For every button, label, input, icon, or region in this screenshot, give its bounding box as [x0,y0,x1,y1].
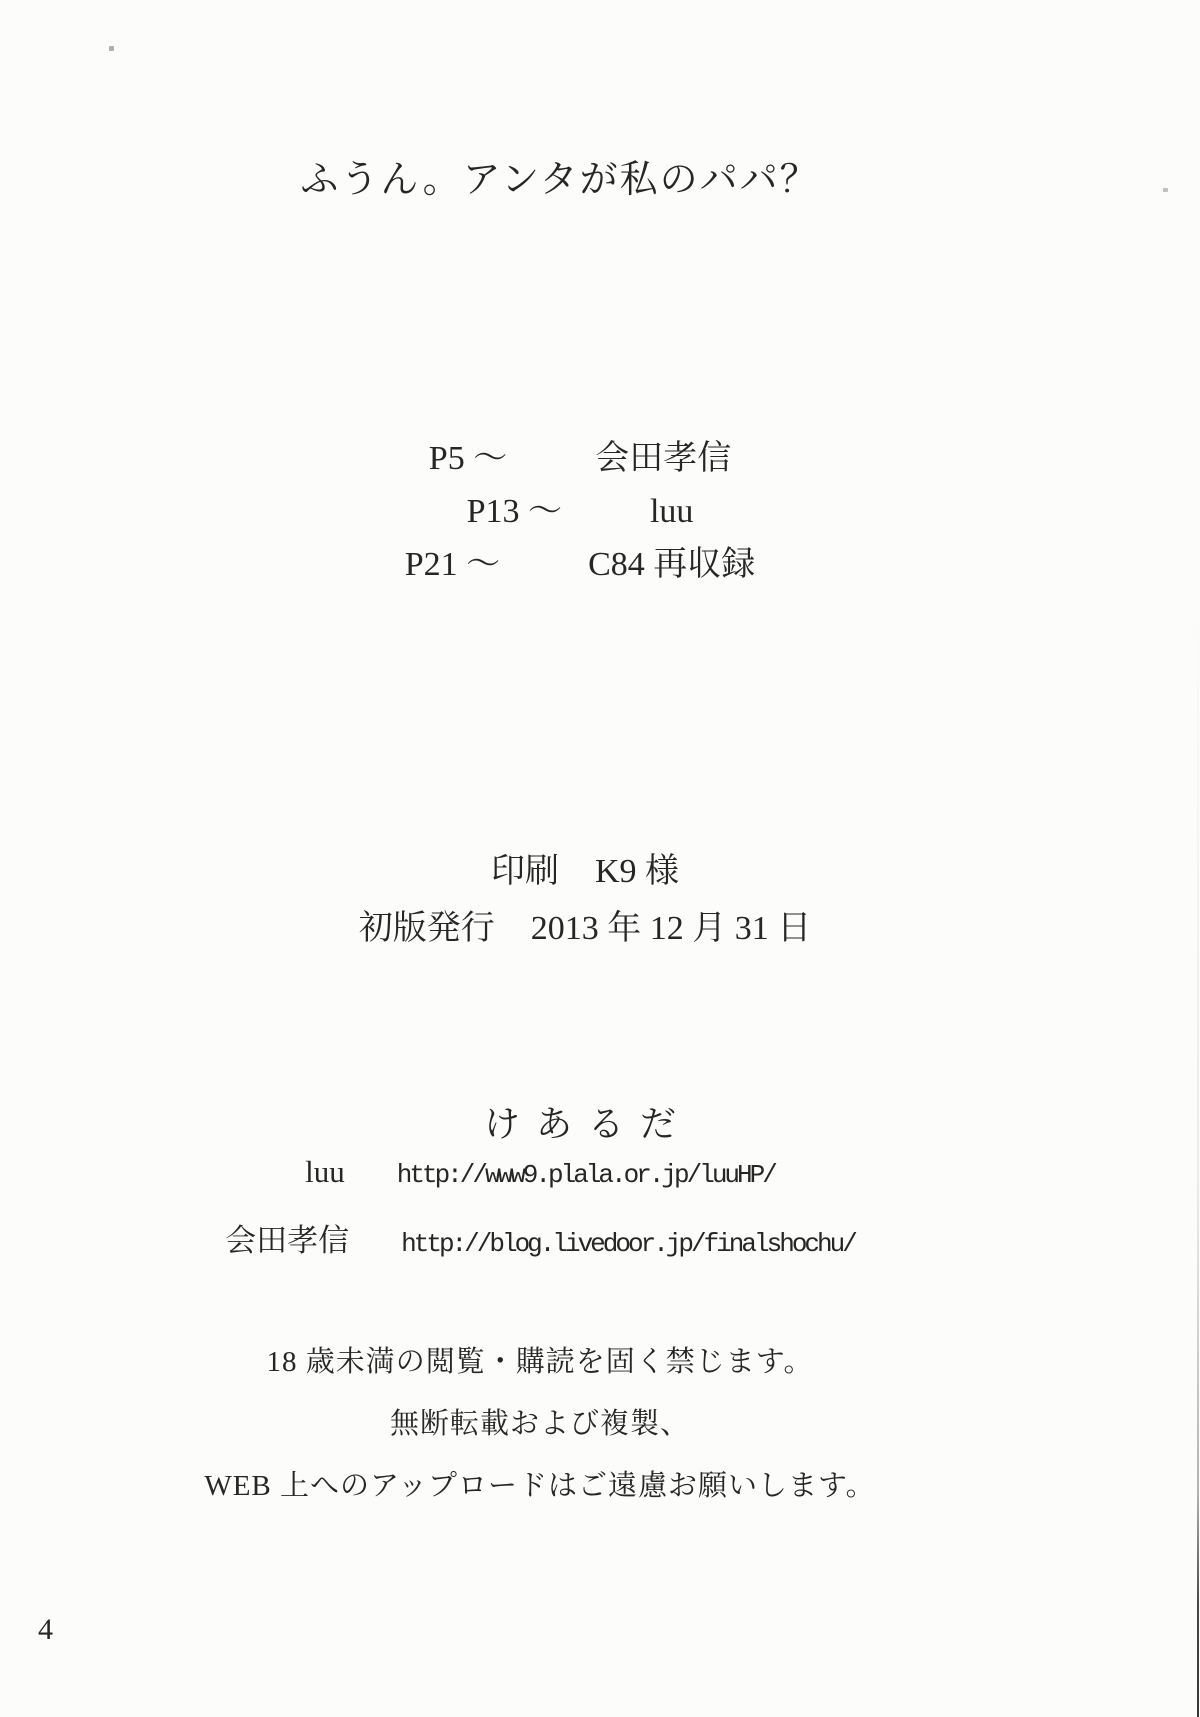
scan-speck [1163,188,1168,192]
contents-credit: 会田孝信 [595,440,732,477]
edition-row [0,900,1170,957]
scan-edge-artifact [1197,600,1199,1717]
printer-label: 印刷 [490,853,559,890]
publication-info [0,843,1170,957]
contents-row [0,536,1160,589]
book-title: ふうん。アンタが私のパパ？ [300,159,820,201]
contents-credit: C84 再収録 [588,546,756,583]
circle-name: けあるだ [483,1104,692,1144]
page-number: 4 [38,1613,53,1646]
edition-label: 初版発行 [358,910,495,947]
legal-notice [0,1328,1080,1514]
link-url: http://blog.livedoor.jp/finalshochu/ [401,1229,855,1259]
link-row [0,1215,1080,1276]
contents-row [0,483,1160,536]
edition-date: 2013 年 12 月 31 日 [530,910,812,947]
link-row [0,1154,1080,1215]
contents-list [0,430,1160,589]
author-links [0,1154,1080,1276]
link-author-name: luu [305,1154,345,1189]
notice-line: 18 歳未満の閲覧・購読を固く禁じます。 [266,1345,814,1378]
notice-line: 無断転載および複製、 [389,1407,690,1440]
contents-pages: P21 ～ [404,546,501,583]
contents-credit: luu [649,493,694,530]
contents-pages: P5 ～ [428,440,508,477]
printer-name: K9 様 [594,853,680,890]
contents-row [0,430,1160,483]
notice-line: WEB 上へのアップロードはご遠慮お願いします。 [204,1469,876,1502]
link-url: http://www9.plala.or.jp/luuHP/ [396,1160,775,1190]
contents-pages: P13 ～ [466,493,562,530]
printer-row [0,843,1170,900]
link-author-name: 会田孝信 [225,1223,350,1258]
scan-speck [109,46,114,51]
